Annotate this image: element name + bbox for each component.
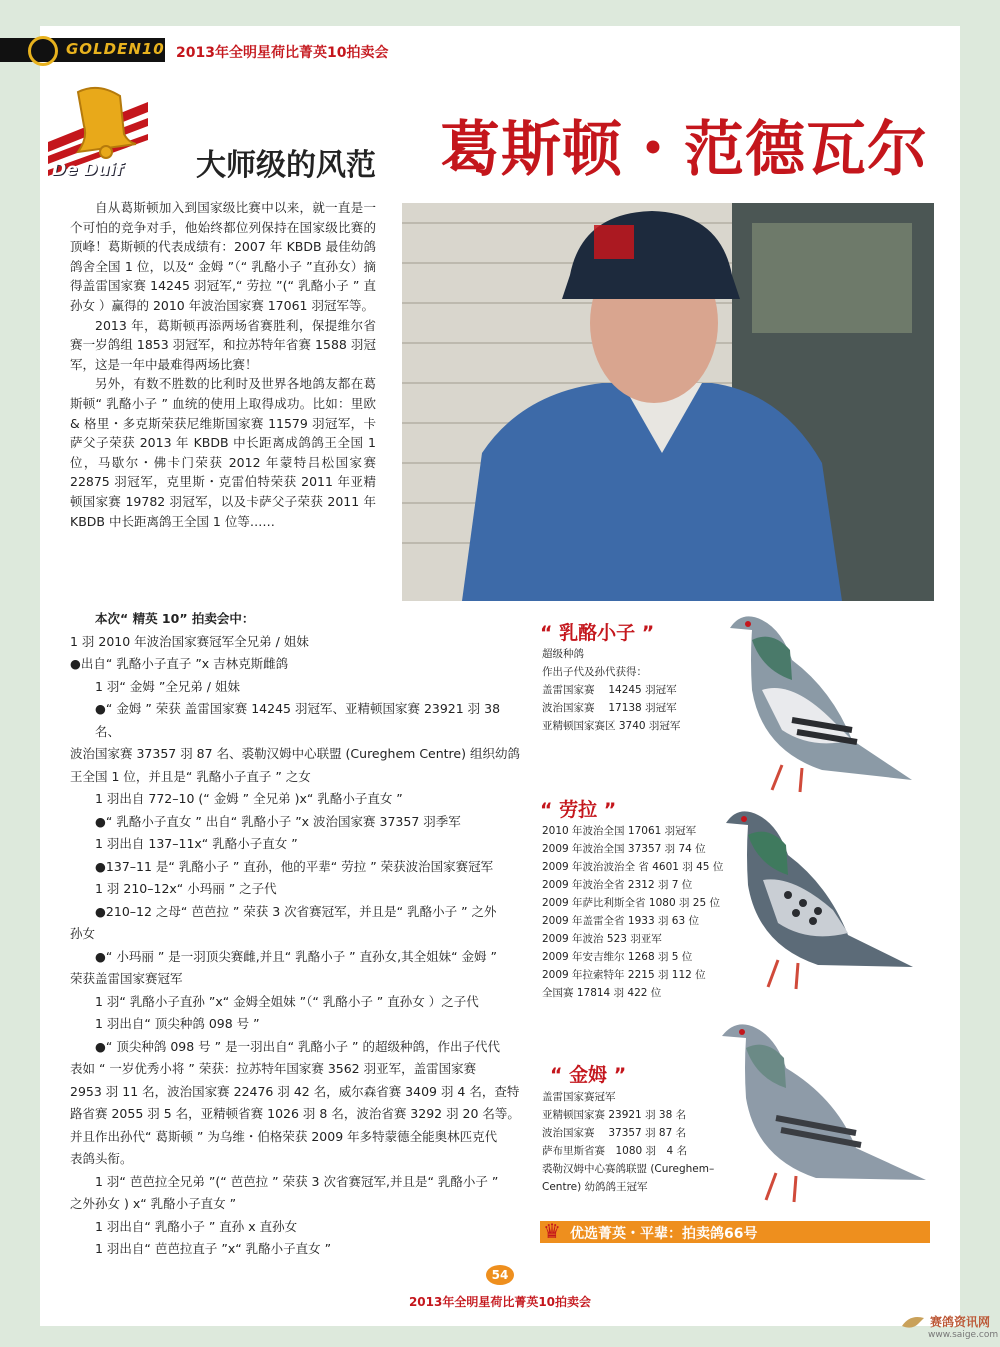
- auction-list-item: 表鸽头衔。: [70, 1151, 133, 1166]
- auction-list-item: 1 羽“ 金姆 ”全兄弟 / 姐妹: [95, 678, 240, 694]
- watermark-name: 赛鸽资讯网: [930, 1315, 991, 1329]
- auction-list-item: 2953 羽 11 名，波治国家赛 22476 羽 42 名，威尔森省赛 3409 羽 4 名，查特: [70, 1083, 520, 1099]
- auction-list-item: 孙女: [70, 926, 96, 941]
- auction-list-item: 1 羽“ 芭芭拉全兄弟 ”(“ 芭芭拉 ” 荣获 3 次省赛冠军,并且是“ 乳酪小子 ”: [95, 1173, 499, 1189]
- bird-record: 2009 年拉索特年 2215 羽 112 位: [542, 969, 706, 981]
- auction-list-item: ●“ 乳酪小子直女 ” 出自“ 乳酪小子 ”x 波治国家赛 37357 羽季军: [95, 813, 461, 829]
- pigeon-logo-icon: [900, 1312, 926, 1334]
- bird-record: 2009 年萨比利斯全省 1080 羽 25 位: [542, 897, 720, 909]
- rank-banner-text: 优选菁英・平辈：拍卖鸽66号: [570, 1226, 758, 1242]
- auction-list-item: 本次“ 精英 10” 拍卖会中：: [95, 611, 255, 626]
- auction-list-item: 1 羽出自 772–10 (“ 金姆 ” 全兄弟 )x“ 乳酪小子直女 ”: [95, 791, 403, 806]
- bird-record: 裘勒汉姆中心赛鸽联盟 (Cureghem–: [542, 1163, 715, 1175]
- badge-text: De Duif: [52, 160, 123, 180]
- auction-list-item: 并且作出孙代“ 葛斯顿 ” 为乌维・伯格荣获 2009 年多特蒙德全能奥林匹克代: [70, 1128, 498, 1144]
- bird-record: 亚精顿国家赛 23921 羽 38 名: [542, 1109, 687, 1121]
- article-paragraph: 2013 年，葛斯顿再添两场省赛胜利，保提维尔省赛一岁鸽组 1853 羽冠军，和拉苏特年省赛 1588 羽冠军，这是一年中最难得两场比赛！: [70, 317, 376, 372]
- bird-record: 2009 年波治 523 羽亚军: [542, 933, 662, 945]
- auction-list-item: ●“ 小玛丽 ” 是一羽顶尖赛雌,并且“ 乳酪小子 ” 直孙女,其全姐妹“ 金姆 ”: [95, 948, 497, 964]
- auction-list-item: ●“ 顶尖种鸽 098 号 ” 是一羽出自“ 乳酪小子 ” 的超级种鸽，作出子代代: [95, 1038, 500, 1054]
- article-paragraph: 自从葛斯顿加入到国家级比赛中以来，就一直是一个可怕的竞争对手，他始终都位列保持在国家级比赛的顶峰！葛斯顿的代表成绩有：2007 年 KBDB 最佳幼鸽鸽舍全国 1 位，以及“ 金姆 ”（“ 乳酪小子 ”直孙女）摘得盖雷国家赛 14245 羽冠军,“ 劳拉 ”(“ 乳酪小子 ” 直孙女 ）赢得的 2010 年波治国家赛 17061 羽冠军等。: [70, 200, 376, 313]
- auction-list-item: ●出自“ 乳酪小子直子 ”x 吉林克斯雌鸽: [70, 656, 289, 671]
- bird-record: 作出子代及孙代获得：: [542, 666, 647, 678]
- logo-text: GOLDEN10: [66, 40, 165, 58]
- portrait-photo: [402, 203, 934, 601]
- auction-list: [70, 608, 520, 1261]
- auction-list-item: 波治国家赛 37357 羽 87 名、裘勒汉姆中心联盟 (Cureghem Centre) 组织幼鸽: [70, 746, 520, 761]
- auction-list-item: 路省赛 2055 羽 5 名，亚精顿省赛 1026 羽 8 名，波治省赛 3292 羽 20 名等。: [70, 1106, 520, 1121]
- bird-records: [542, 822, 723, 1002]
- auction-list-item: ●137–11 是“ 乳酪小子 ” 直孙，他的平辈“ 劳拉 ” 荣获波治国家赛冠军: [95, 858, 494, 874]
- footer-title: 2013年全明星荷比菁英10拍卖会: [408, 1295, 592, 1309]
- golden10-logo-icon: [28, 36, 58, 66]
- header-title: 2013年全明星荷比菁英10拍卖会: [176, 45, 389, 61]
- watermark-url: www.saige.com: [928, 1330, 999, 1340]
- auction-list-item: 表如 “ 一岁优秀小将 ” 荣获：拉苏特年国家赛 3562 羽亚军，盖雷国家赛: [70, 1061, 477, 1076]
- bird-record: 2009 年安吉维尔 1268 羽 5 位: [542, 951, 693, 963]
- pigeon-photo: [722, 600, 922, 800]
- auction-list-item: 荣获盖雷国家赛冠军: [70, 971, 183, 986]
- bird-name: “ 金姆 ”: [550, 1064, 627, 1086]
- bird-record: 萨布里斯省赛 1080 羽 4 名: [542, 1145, 688, 1157]
- bird-name: “ 劳拉 ”: [540, 799, 617, 821]
- bird-record: 盖雷国家赛冠军: [542, 1091, 616, 1103]
- auction-list-item: 之外孙女 ) x“ 乳酪小子直女 ”: [70, 1196, 237, 1211]
- pigeon-photo: [716, 1008, 930, 1208]
- bird-name: “ 乳酪小子 ”: [540, 622, 655, 644]
- bird-record: 超级种鸽: [542, 648, 584, 660]
- auction-list-item: 1 羽出自“ 乳酪小子 ” 直孙 x 直孙女: [95, 1218, 298, 1234]
- auction-list-item: 1 羽 2010 年波治国家赛冠军全兄弟 / 姐妹: [70, 633, 309, 649]
- bird-record: 2010 年波治全国 17061 羽冠军: [542, 825, 697, 837]
- article-subtitle: 大师级的风范: [196, 148, 376, 183]
- bird-record: 2009 年波治全省 2312 羽 7 位: [542, 879, 693, 891]
- auction-list-item: 1 羽出自“ 顶尖种鸽 098 号 ”: [95, 1016, 260, 1031]
- auction-list-item: 1 羽出自“ 芭芭拉直子 ”x“ 乳酪小子直女 ”: [95, 1241, 332, 1256]
- article-title: 葛斯顿・范德瓦尔: [440, 115, 928, 185]
- bird-record: 2009 年波治波治全 省 4601 羽 45 位: [542, 861, 724, 873]
- bird-record: 波治国家赛 17138 羽冠军: [542, 702, 677, 714]
- bird-record: 波治国家赛 37357 羽 87 名: [542, 1127, 687, 1139]
- bird-record: 2009 年波治全国 37357 羽 74 位: [542, 843, 706, 855]
- bird-records: [542, 645, 680, 735]
- auction-list-item: ●“ 金姆 ” 荣获 盖雷国家赛 14245 羽冠军、亚精顿国家赛 23921 羽 38 名、: [95, 701, 501, 739]
- pigeon-photo: [718, 795, 918, 995]
- bird-record: 亚精顿国家赛区 3740 羽冠军: [542, 720, 681, 732]
- page-number: 54: [486, 1265, 514, 1285]
- bird-record: 盖雷国家赛 14245 羽冠军: [542, 684, 677, 696]
- article-body: [70, 198, 376, 531]
- bird-record: Centre) 幼鸽鸽王冠军: [542, 1181, 648, 1193]
- auction-list-item: 1 羽“ 乳酪小子直孙 ”x“ 金姆全姐妹 ”（“ 乳酪小子 ” 直孙女 ）之子代: [95, 993, 479, 1009]
- auction-list-item: 1 羽 210–12x“ 小玛丽 ” 之子代: [95, 881, 277, 896]
- bird-record: 全国赛 17814 羽 422 位: [542, 987, 662, 999]
- bird-record: 2009 年盖雷全省 1933 羽 63 位: [542, 915, 699, 927]
- article-paragraph: 另外，有数不胜数的比利时及世界各地鸽友都在葛斯顿“ 乳酪小子 ” 血统的使用上取得成功。比如：里欧 & 格里・多克斯荣获尼维斯国家赛 11579 羽冠军，卡萨父子荣获 2013 年 KBDB 中长距离成鸽鸽王全国 1 位，马歇尔・佛卡门荣获 2012 年蒙特吕松国家赛 22875 羽冠军，克里斯・克雷伯特荣获 2011 年亚精顿国家赛 19782 羽冠军，以及卡萨父子荣获 2011 年 KBDB 中长距离鸽王全国 1 位等……: [70, 376, 376, 529]
- auction-list-item: 1 羽出自 137–11x“ 乳酪小子直女 ”: [95, 836, 298, 851]
- auction-list-item: 王全国 1 位，并且是“ 乳酪小子直子 ” 之女: [70, 768, 311, 784]
- crown-icon: ♛: [543, 1219, 561, 1243]
- bird-records: [542, 1088, 714, 1196]
- auction-list-item: ●210–12 之母“ 芭芭拉 ” 荣获 3 次省赛冠军，并且是“ 乳酪小子 ” 之外: [95, 903, 497, 919]
